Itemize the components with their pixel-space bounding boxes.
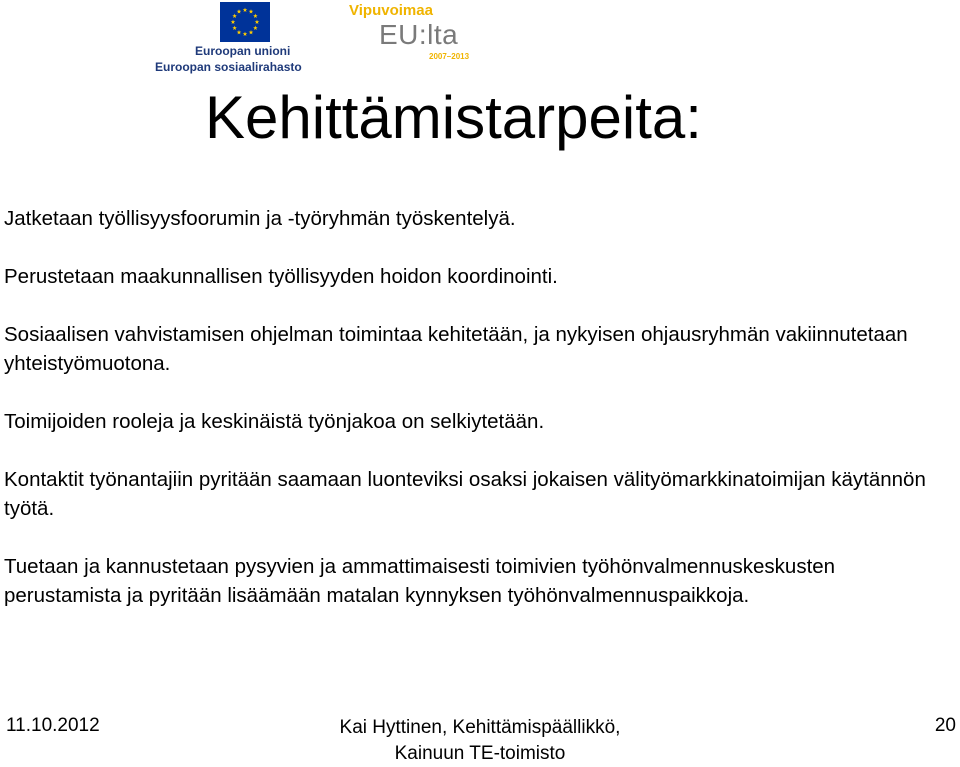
footer-author-line2: Kainuun TE-toimisto <box>394 743 566 764</box>
vipuvoimaa-subtitle: EU:lta <box>379 19 459 50</box>
footer-date: 11.10.2012 <box>6 715 100 736</box>
footer-author <box>260 715 700 767</box>
eu-logo-line2: Euroopan sosiaalirahasto <box>155 60 302 74</box>
paragraph: Perustetaan maakunnallisen työllisyyden hoidon koordinointi. <box>4 265 558 288</box>
page-number: 20 <box>934 715 956 736</box>
eu-flag-icon <box>220 2 270 42</box>
slide-title: Kehittämistarpeita: <box>205 84 702 151</box>
paragraph: Jatketaan työllisyysfoorumin ja -työryhmän työskentelyä. <box>4 207 516 230</box>
eu-logo <box>150 2 302 74</box>
paragraph: Kontaktit työnantajiin pyritään saamaan luonteviksi osaksi jokaisen välityömarkkinatoimijan käytännön työtä. <box>4 468 926 520</box>
vipuvoimaa-title: Vipuvoimaa <box>349 2 433 19</box>
vipuvoimaa-logo <box>343 2 483 64</box>
footer-author-line1: Kai Hyttinen, Kehittämispäällikkö, <box>339 717 621 738</box>
eu-logo-line1: Euroopan unioni <box>195 44 291 58</box>
vipuvoimaa-years: 2007–2013 <box>429 52 470 61</box>
paragraph: Tuetaan ja kannustetaan pysyvien ja ammattimaisesti toimivien työhönvalmennuskeskusten perustamista ja pyritään lisäämään matalan kynnyksen työhönvalmennuspaikkoja. <box>4 555 836 607</box>
slide-body <box>4 204 944 639</box>
paragraph: Sosiaalisen vahvistamisen ohjelman toimintaa kehitetään, ja nykyisen ohjausryhmän vakiinnutetaan yhteistyömuotona. <box>4 323 908 375</box>
paragraph: Toimijoiden rooleja ja keskinäistä työnjakoa on selkiytetään. <box>4 410 545 433</box>
